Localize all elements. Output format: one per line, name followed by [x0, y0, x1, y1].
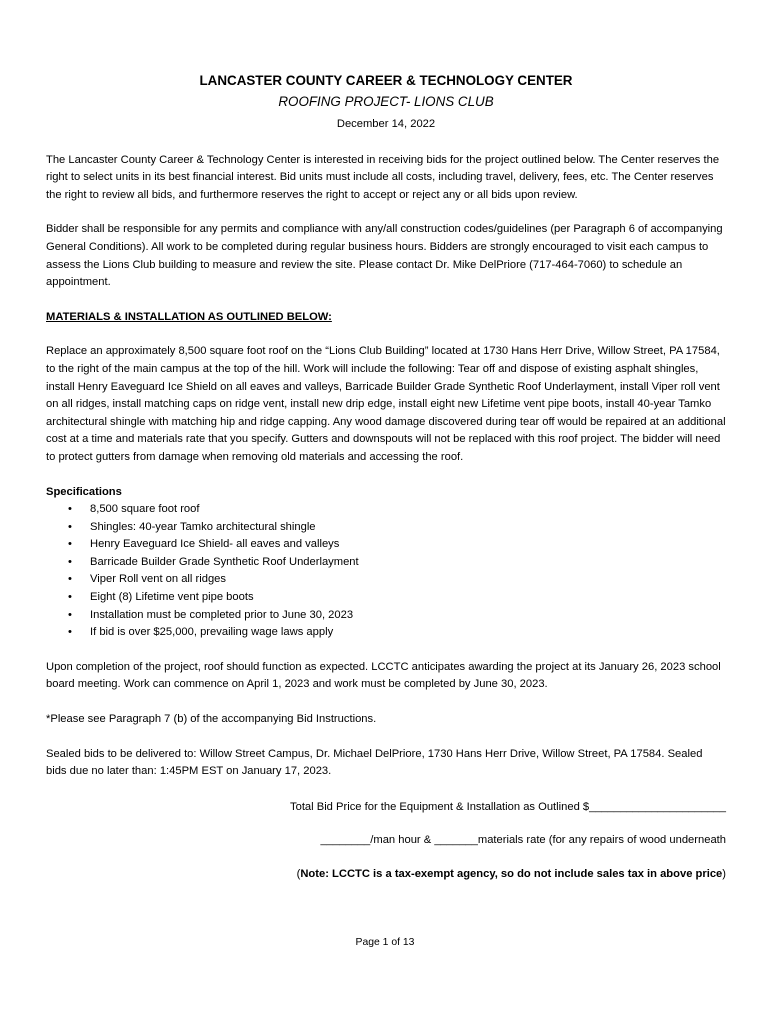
completion-paragraph: Upon completion of the project, roof should function as expected. LCCTC anticipates awarding the project at its January 26, 2023 school board meeting. Work can commence on April 1, 2023 and work must be completed by June 30, 2023.: [46, 660, 721, 691]
tax-exempt-note: [46, 866, 726, 884]
spec-text: Barricade Builder Grade Synthetic Roof Underlayment: [90, 555, 359, 568]
list-item: [46, 501, 726, 519]
spec-text: Viper Roll vent on all ridges: [90, 573, 226, 586]
rate-line: ________/man hour & _______materials rate (for any repairs of wood underneath: [320, 834, 726, 847]
specifications-heading: Specifications: [46, 485, 122, 498]
total-bid-price-line: Total Bid Price for the Equipment & Installation as Outlined $______________________: [290, 800, 726, 813]
note-text: Note: LCCTC is a tax-exempt agency, so do not include sales tax in above price: [300, 868, 723, 880]
bullet-icon: •: [68, 591, 72, 604]
list-item: [46, 607, 726, 625]
spec-text: Shingles: 40-year Tamko architectural shingle: [90, 520, 316, 533]
scope-paragraph: Replace an approximately 8,500 square foot roof on the “Lions Club Building” located at 1730 Hans Herr Drive, Willow Street, PA 17584, to the right of the main campus at the top of the hill. Work will include the following: Tear off and dispose of existing asphalt shingles, install Henry Eaveguard Ice Shield on all eaves and valleys, Barricade Builder Grade Synthetic Roof Underlayment, install Viper roll vent on all ridges, install matching caps on ridge vent, install new drip edge, install eight new Lifetime vent pipe boots, install 40-year Tamko architectural shingle with matching hip and ridge capping. Any wood damage discovered during tear off would be repaired at an additional cost at a time and materials rate that you specify. Gutters and downspouts will not be replaced with this roof project. The bidder will need to protect gutters from damage when removing old materials and accessing the roof.: [46, 345, 726, 463]
document-date: December 14, 2022: [336, 118, 436, 130]
sealed-bids-paragraph: Sealed bids to be delivered to: Willow Street Campus, Dr. Michael DelPriore, 1730 Hans Herr Drive, Willow Street, PA 17584. Sealed bids due no later than: 1:45PM EST on January 17, 2023.: [46, 747, 703, 778]
bullet-icon: •: [68, 573, 72, 586]
intro-paragraph: The Lancaster County Career & Technology Center is interested in receiving bids for the project outlined below. The Center reserves the right to select units in its best financial interest. Bid units must include all costs, including travel, delivery, fees, etc. The Center reserves the right to review all bids, and furthermore reserves the right to accept or reject any or all bids upon review.: [46, 153, 720, 201]
bullet-icon: •: [68, 503, 72, 516]
bullet-icon: •: [68, 608, 72, 621]
spec-text: If bid is over $25,000, prevailing wage laws apply: [90, 626, 334, 639]
spec-text: Installation must be completed prior to June 30, 2023: [90, 608, 354, 621]
spec-text: 8,500 square foot roof: [90, 503, 200, 516]
list-item: [46, 571, 726, 589]
document-title: LANCASTER COUNTY CAREER & TECHNOLOGY CENTER: [199, 73, 573, 88]
list-item: [46, 519, 726, 537]
list-item: [46, 536, 726, 554]
spec-text: Henry Eaveguard Ice Shield- all eaves and valleys: [90, 538, 340, 551]
list-item: [46, 624, 726, 642]
bid-instructions-note: *Please see Paragraph 7 (b) of the accompanying Bid Instructions.: [46, 713, 377, 726]
spec-text: Eight (8) Lifetime vent pipe boots: [90, 591, 254, 604]
list-item: [46, 589, 726, 607]
page-number: Page 1 of 13: [355, 937, 415, 948]
materials-heading: MATERIALS & INSTALLATION AS OUTLINED BELOW:: [46, 310, 332, 323]
bidder-paragraph: Bidder shall be responsible for any permits and compliance with any/all construction codes/guidelines (per Paragraph 6 of accompanying General Conditions). All work to be completed during regular business hours. Bidders are strongly encouraged to visit each campus to assess the Lions Club building to measure and review the site. Please contact Dr. Mike DelPriore (717-464-7060) to schedule an appointment.: [46, 223, 723, 289]
bullet-icon: •: [68, 555, 72, 568]
bullet-icon: •: [68, 538, 72, 551]
document-content: [46, 72, 726, 884]
note-open-paren: (: [296, 868, 301, 880]
project-subtitle: ROOFING PROJECT- LIONS CLUB: [278, 94, 494, 109]
bullet-icon: •: [68, 520, 72, 533]
bullet-icon: •: [68, 626, 72, 639]
list-item: [46, 554, 726, 572]
note-close-paren: ): [722, 868, 726, 880]
specifications-list: [46, 501, 726, 642]
